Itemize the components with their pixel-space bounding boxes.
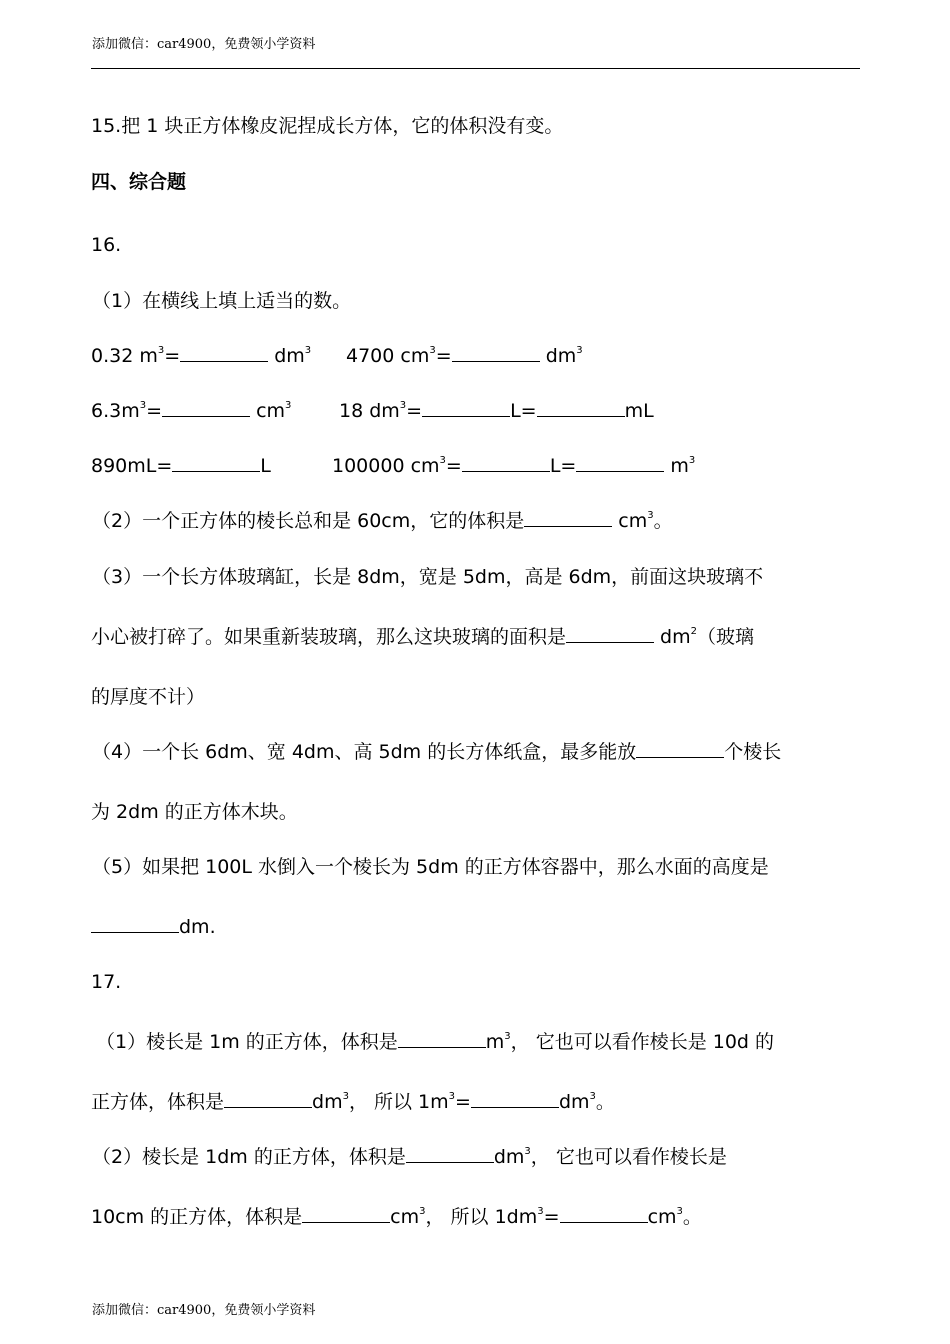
q16-p3-l2-pre: 小心被打碎了。如果重新装玻璃，那么这块玻璃的面积是 xyxy=(91,626,567,648)
unit: dm xyxy=(312,1091,343,1113)
q16-row1b xyxy=(346,344,583,368)
equals: = xyxy=(445,455,462,477)
equals: = xyxy=(146,400,163,422)
q16-row1 xyxy=(91,344,311,368)
header-note: 添加微信：car4900，免费领小学资料 xyxy=(92,37,316,52)
q16-r1a-post: dm xyxy=(268,345,305,367)
sup-cube: 3 xyxy=(589,1090,596,1102)
answer-blank[interactable] xyxy=(180,344,268,362)
q16-p4-l1-pre: （4）一个长 6dm、宽 4dm、高 5dm 的长方体纸盒，最多能放 xyxy=(92,741,637,763)
q16-r3b-pre: 100000 cm xyxy=(332,455,440,477)
equals: = xyxy=(543,1206,560,1228)
q17-p2-l2-pre: 10cm 的正方体，体积是 xyxy=(91,1206,303,1228)
q17-part2-line2 xyxy=(91,1205,702,1229)
footer-note: 添加微信：car4900，免费领小学资料 xyxy=(92,1303,316,1318)
sup-cube: 3 xyxy=(342,1090,349,1102)
unit: dm xyxy=(558,1091,590,1113)
answer-blank[interactable] xyxy=(302,1205,390,1223)
answer-blank[interactable] xyxy=(576,454,664,472)
question-17-number: 17. xyxy=(91,971,122,993)
sup-cube: 3 xyxy=(448,1090,456,1102)
unit: cm xyxy=(647,1206,677,1228)
answer-blank[interactable] xyxy=(636,740,724,758)
q17-p2-l2-mid: ， 所以 1dm xyxy=(425,1206,538,1228)
sup-cube: 3 xyxy=(676,1205,683,1217)
q17-p2-l1-pre: （2）棱长是 1dm 的正方体，体积是 xyxy=(92,1146,406,1168)
header-divider xyxy=(91,68,860,69)
sup-cube: 3 xyxy=(419,1205,426,1217)
answer-blank[interactable] xyxy=(524,509,612,527)
answer-blank[interactable] xyxy=(422,399,510,417)
answer-blank[interactable] xyxy=(162,399,250,417)
answer-blank[interactable] xyxy=(537,399,625,417)
equals: = xyxy=(164,345,181,367)
sup-cube: 3 xyxy=(504,1030,511,1042)
q16-part3-line1: （3）一个长方体玻璃缸，长是 8dm，宽是 5dm，高是 6dm，前面这块玻璃不 xyxy=(92,566,764,588)
q16-r1a-pre: 0.32 m xyxy=(91,345,158,367)
sup-cube: 3 xyxy=(524,1145,531,1157)
q16-r2b-post: mL xyxy=(624,400,654,422)
liter-equals: L= xyxy=(549,455,577,477)
answer-blank[interactable] xyxy=(91,915,179,933)
section-title: 四、综合题 xyxy=(91,171,187,193)
q16-part4-line1 xyxy=(92,740,781,764)
sup-cube: 3 xyxy=(439,454,446,466)
answer-blank[interactable] xyxy=(566,625,654,643)
q16-row2 xyxy=(91,399,291,423)
q16-row3b xyxy=(332,454,695,478)
q16-r1b-pre: 4700 cm xyxy=(346,345,430,367)
unit: m xyxy=(485,1031,505,1053)
liter-equals: L= xyxy=(510,400,537,422)
q17-p2-l1-post: ， 它也可以看作棱长是 xyxy=(530,1146,727,1168)
period: 。 xyxy=(653,510,673,532)
q16-r2b-pre: 18 dm xyxy=(339,400,400,422)
question-16-number: 16. xyxy=(91,234,122,256)
q16-r2a-pre: 6.3m xyxy=(91,400,140,422)
q16-part2 xyxy=(92,509,673,533)
q16-part5-line1: （5）如果把 100L 水倒入一个棱长为 5dm 的正方体容器中，那么水面的高度是 xyxy=(92,856,769,878)
sup-cube: 3 xyxy=(139,399,147,411)
q16-part5-line2 xyxy=(91,915,216,939)
q16-p5-l2-post: dm. xyxy=(179,916,216,938)
question-15: 15.把 1 块正方体橡皮泥捏成长方体，它的体积没有变。 xyxy=(91,115,564,137)
sup-cube: 3 xyxy=(576,344,583,356)
answer-blank[interactable] xyxy=(398,1030,486,1048)
sup-cube: 3 xyxy=(157,344,165,356)
period: 。 xyxy=(682,1206,702,1228)
q17-part1-line2 xyxy=(91,1090,615,1114)
sup-cube: 3 xyxy=(537,1205,544,1217)
q16-p3-l2-tail: （玻璃 xyxy=(697,626,755,648)
q16-r3a-post: L xyxy=(260,455,271,477)
equals: = xyxy=(435,345,452,367)
q16-row2b xyxy=(339,399,654,423)
q17-p1-l1-post: ， 它也可以看作棱长是 10d 的 xyxy=(510,1031,775,1053)
q16-p3-l2-post: dm xyxy=(654,626,691,648)
period: 。 xyxy=(595,1091,615,1113)
sup-cube: 3 xyxy=(399,399,407,411)
q17-p1-l2-pre: 正方体，体积是 xyxy=(91,1091,225,1113)
sup-cube: 3 xyxy=(688,454,696,466)
answer-blank[interactable] xyxy=(471,1090,559,1108)
equals: = xyxy=(455,1091,471,1113)
q16-part3-line2 xyxy=(91,625,754,649)
q16-part4-line2: 为 2dm 的正方体木块。 xyxy=(91,801,298,823)
q16-r3a-pre: 890mL= xyxy=(91,455,173,477)
q16-part1-title: （1）在横线上填上适当的数。 xyxy=(92,290,352,312)
q16-r1b-post: dm xyxy=(539,345,577,367)
sup-cube: 3 xyxy=(304,344,312,356)
q17-p1-l1-pre: （1）棱长是 1m 的正方体，体积是 xyxy=(96,1031,398,1053)
unit: cm xyxy=(390,1206,420,1228)
q16-p2-pre: （2）一个正方体的棱长总和是 60cm，它的体积是 xyxy=(92,510,525,532)
answer-blank[interactable] xyxy=(560,1205,648,1223)
answer-blank[interactable] xyxy=(224,1090,312,1108)
answer-blank[interactable] xyxy=(452,344,540,362)
answer-blank[interactable] xyxy=(406,1145,494,1163)
q16-row3 xyxy=(91,454,271,478)
q16-part3-line3: 的厚度不计） xyxy=(91,686,206,708)
q16-r3b-post: m xyxy=(664,455,689,477)
q17-part2-line1 xyxy=(92,1145,727,1169)
q16-p4-l1-post: 个棱长 xyxy=(724,741,782,763)
answer-blank[interactable] xyxy=(172,454,260,472)
q16-r2a-post: cm xyxy=(250,400,286,422)
equals: = xyxy=(406,400,423,422)
sup-square: 2 xyxy=(690,625,697,637)
q17-part1-line1 xyxy=(96,1030,774,1054)
q17-p1-l2-mid: ， 所以 1m xyxy=(348,1091,449,1113)
answer-blank[interactable] xyxy=(462,454,550,472)
sup-cube: 3 xyxy=(429,344,436,356)
q16-p2-post: cm xyxy=(612,510,648,532)
sup-cube: 3 xyxy=(285,399,292,411)
unit: dm xyxy=(493,1146,525,1168)
sup-cube: 3 xyxy=(647,509,654,521)
